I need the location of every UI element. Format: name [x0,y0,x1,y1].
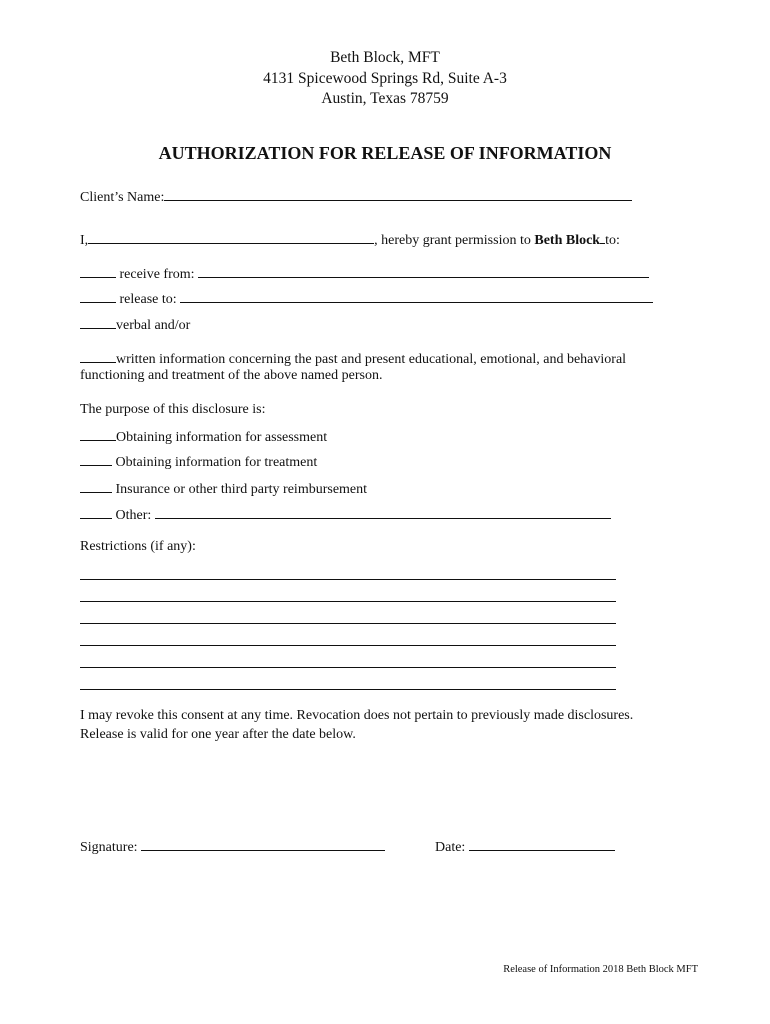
written-label-1: written information concerning the past and present educational, emotional, and behavioral [116,352,627,367]
grant-prefix: I, [80,233,89,248]
practice-name: Beth Block, MFT [330,49,440,66]
receive-from-row [80,265,649,283]
purpose-item-label: Other: [115,508,152,523]
receive-from-label: receive from: [119,267,195,282]
practice-city: Austin, Texas 78759 [321,90,449,107]
restrictions-line[interactable] [80,601,616,602]
purpose-item-label: Obtaining information for assessment [116,430,328,445]
restrictions-line[interactable] [80,645,616,646]
written-label-2: functioning and treatment of the above named person. [80,368,383,383]
restrictions-label: Restrictions (if any): [80,539,196,554]
restrictions-line[interactable] [80,667,616,668]
revoke-text-2: Release is valid for one year after the date below. [80,727,356,742]
assessment-check[interactable] [80,428,116,441]
date-row [435,838,615,856]
signature-row [80,838,385,856]
grant-middle: , hereby grant permission to [374,233,531,248]
date-field[interactable] [469,838,615,851]
purpose-item-insurance [80,480,367,498]
therapist-name: Beth Block [534,233,601,248]
purpose-item-treatment [80,453,317,471]
footer-text: Release of Information 2018 Beth Block MFT [503,964,698,975]
restrictions-line[interactable] [80,579,616,580]
signature-field[interactable] [141,838,385,851]
purpose-item-label: Insurance or other third party reimbursement [115,482,368,497]
written-row [80,350,626,368]
release-to-label: release to: [119,292,177,307]
insurance-check[interactable] [80,480,112,493]
grant-suffix: to: [605,233,620,248]
restrictions-line[interactable] [80,689,616,690]
purpose-item-assessment [80,428,327,446]
release-to-field[interactable] [180,290,653,303]
other-field[interactable] [155,506,611,519]
other-check[interactable] [80,506,112,519]
purpose-item-other [80,506,611,524]
receive-from-check[interactable] [80,265,116,278]
date-label: Date: [435,840,466,855]
client-name-row [80,188,632,206]
grant-row [80,231,620,249]
client-name-field[interactable] [164,188,632,201]
signature-label: Signature: [80,840,138,855]
restrictions-line[interactable] [80,623,616,624]
form-title: AUTHORIZATION FOR RELEASE OF INFORMATION [158,143,612,163]
release-to-row [80,290,653,308]
client-name-label: Client’s Name: [80,190,165,205]
verbal-label: verbal and/or [116,318,191,333]
release-to-check[interactable] [80,290,116,303]
purpose-item-label: Obtaining information for treatment [115,455,318,470]
verbal-check[interactable] [80,316,116,329]
grantor-name-field[interactable] [88,231,374,244]
purpose-label: The purpose of this disclosure is: [80,402,266,417]
revoke-text-1: I may revoke this consent at any time. Revocation does not pertain to previously made disclosures. [80,708,634,723]
practice-address: 4131 Spicewood Springs Rd, Suite A-3 [263,70,507,87]
treatment-check[interactable] [80,453,112,466]
written-check[interactable] [80,350,116,363]
verbal-row [80,316,190,334]
receive-from-field[interactable] [198,265,649,278]
